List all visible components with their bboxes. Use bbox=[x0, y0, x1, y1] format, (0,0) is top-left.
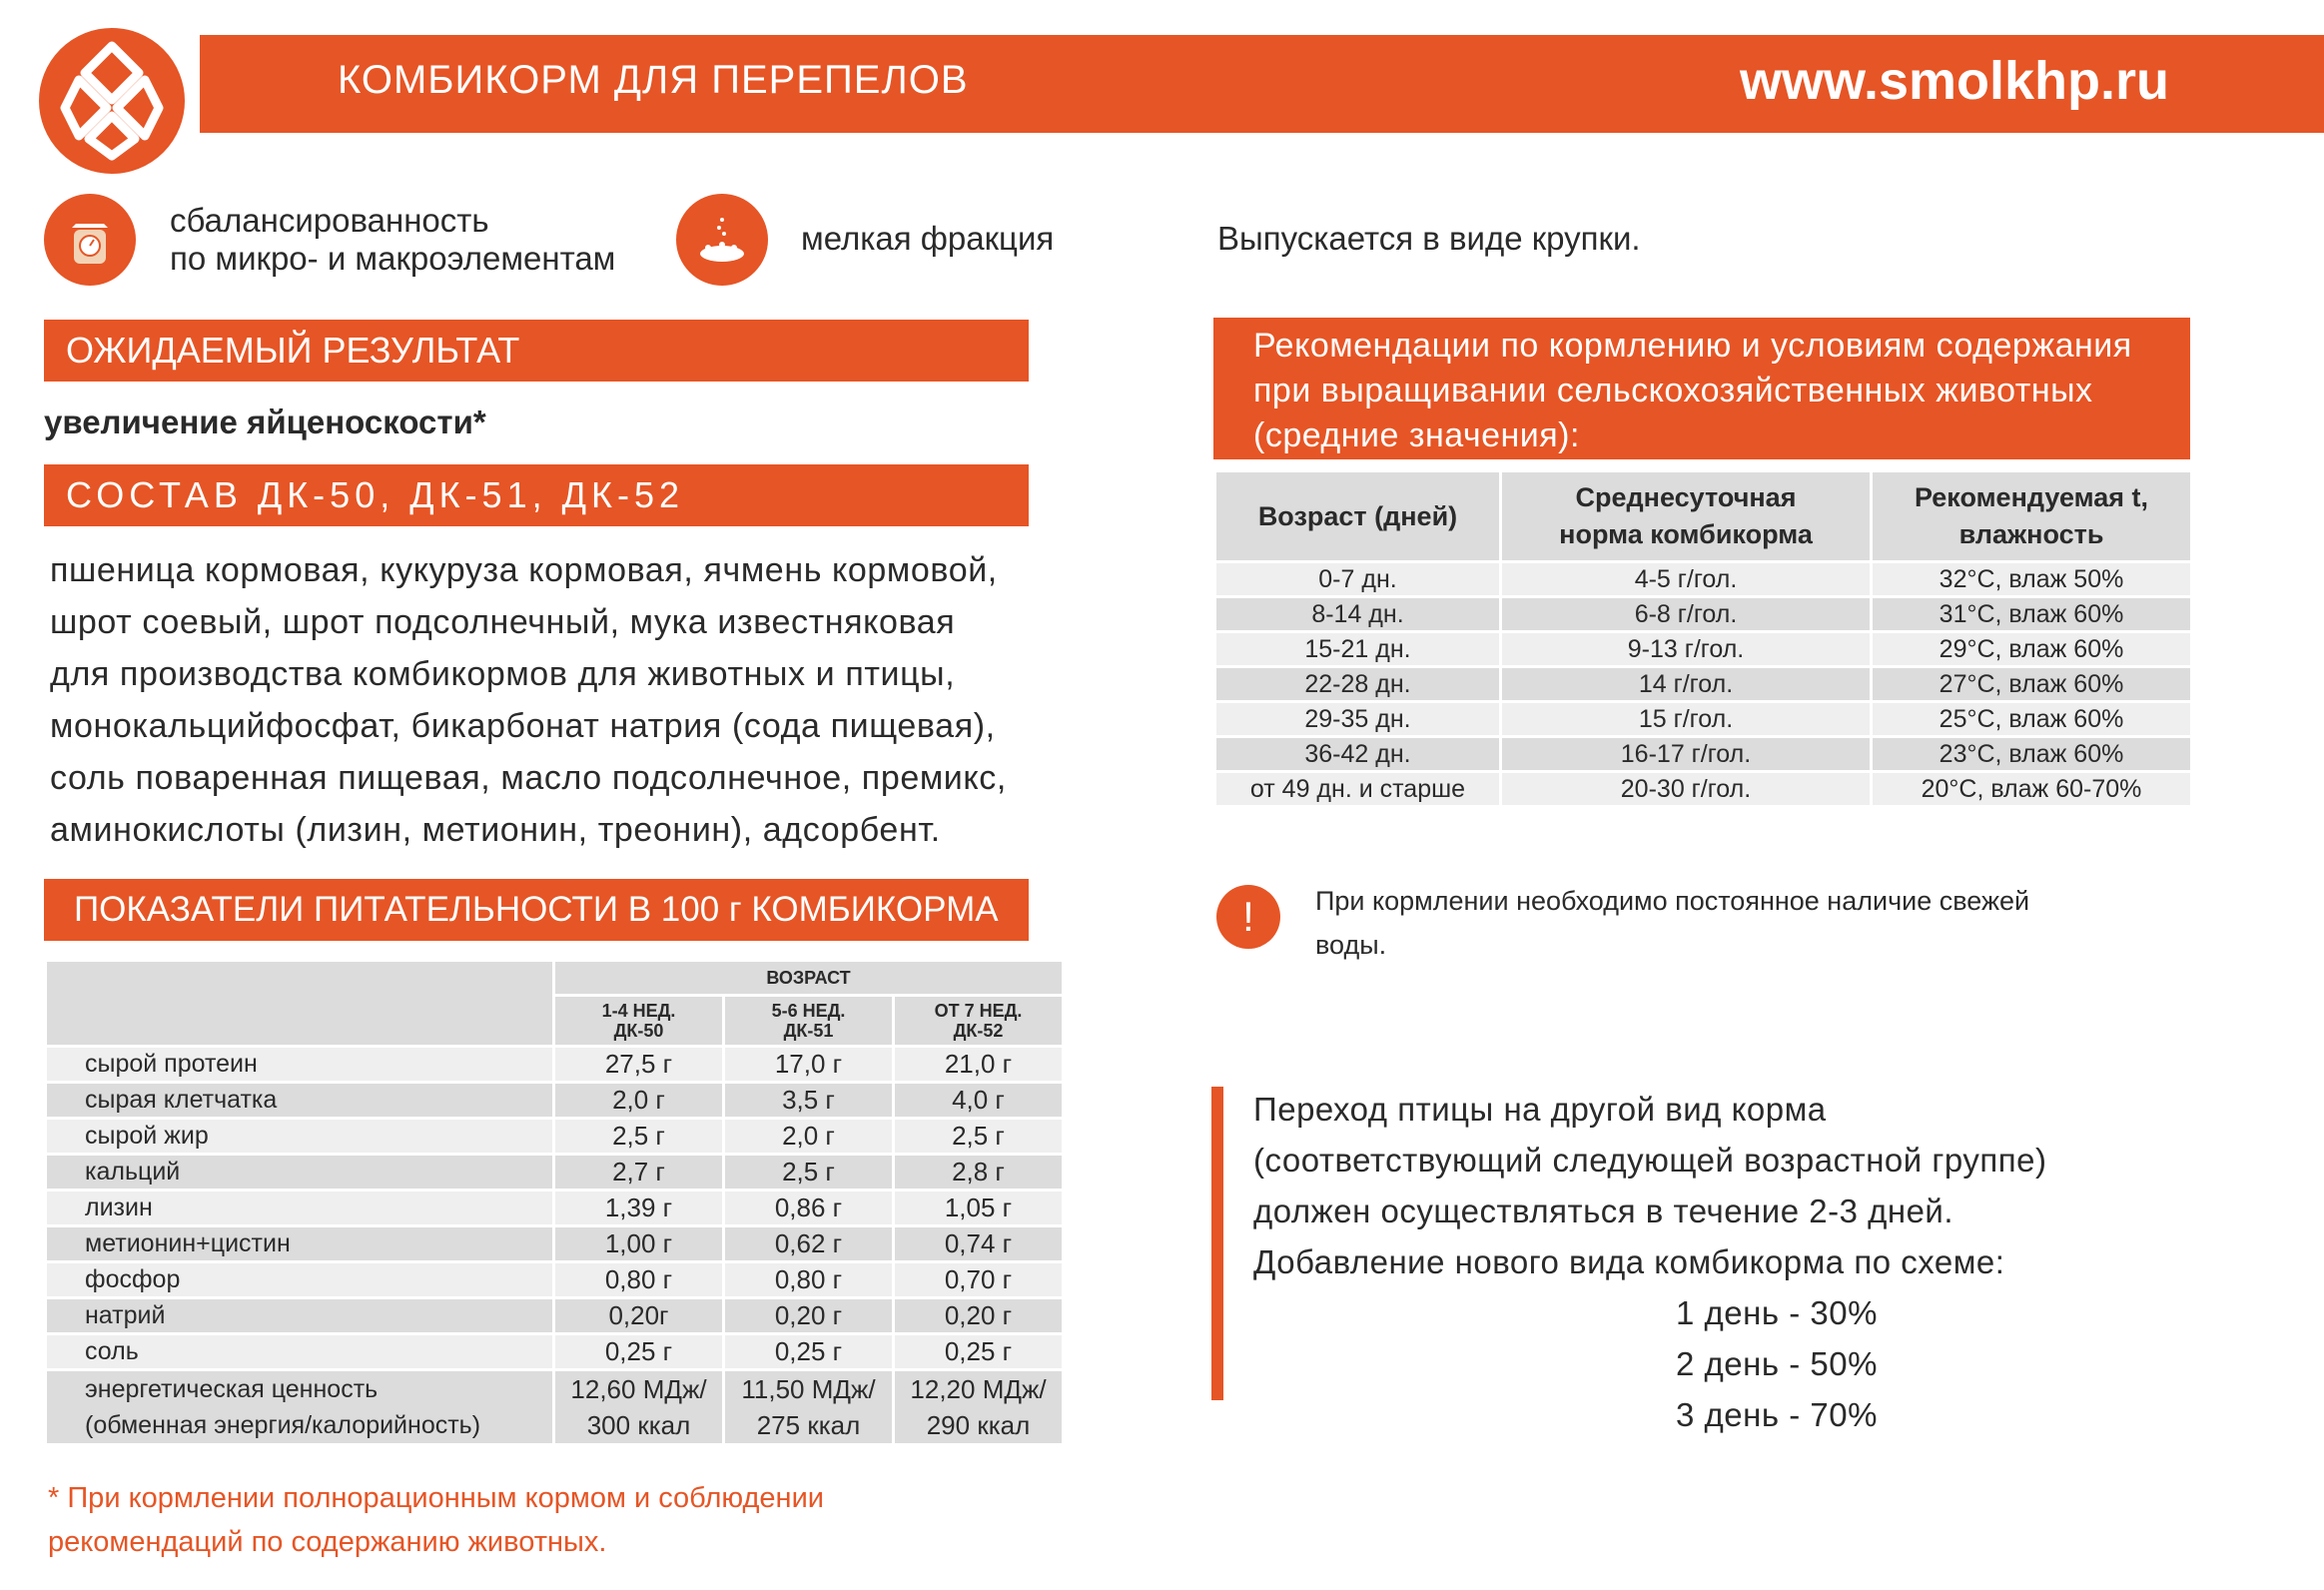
table-row bbox=[47, 1084, 1062, 1117]
table-row bbox=[47, 1120, 1062, 1153]
table-row bbox=[47, 1263, 1062, 1296]
row-label: фосфор bbox=[47, 1263, 552, 1296]
cell-value: 0,86 г bbox=[725, 1192, 892, 1224]
scale-icon bbox=[44, 194, 136, 286]
composition-line: соль поваренная пищевая, масло подсолнечное, премикс, bbox=[50, 759, 1007, 797]
row-label: сырой протеин bbox=[47, 1048, 552, 1081]
composition-heading: СОСТАВ ДК-50, ДК-51, ДК-52 bbox=[44, 464, 1029, 526]
table-row bbox=[47, 1192, 1062, 1224]
age-column-header: ОТ 7 НЕД. ДК-52 bbox=[895, 997, 1062, 1045]
cell-value: 0,80 г bbox=[725, 1263, 892, 1296]
table-row bbox=[47, 1048, 1062, 1081]
cell-value: 6-8 г/гол. bbox=[1502, 598, 1870, 630]
transition-line: Добавление нового вида комбикорма по схеме: bbox=[1253, 1243, 2005, 1280]
heading-line: Рекомендации по кормлению и условиям содержания bbox=[1253, 327, 2132, 365]
cell-value: 0,25 г bbox=[895, 1335, 1062, 1368]
cell-value: 27°С, влаж 60% bbox=[1873, 668, 2190, 700]
feature-fine-text: мелкая фракция bbox=[801, 220, 1055, 257]
cell-value: 12,20 МДж/ 290 ккал bbox=[895, 1371, 1062, 1443]
table-row bbox=[1216, 703, 2190, 735]
table-row bbox=[47, 1335, 1062, 1368]
composition-text bbox=[50, 544, 1049, 856]
cell-value: 14 г/гол. bbox=[1502, 668, 1870, 700]
recommendations-table bbox=[1213, 469, 2193, 808]
cell-value: 2,5 г bbox=[895, 1120, 1062, 1153]
table-row bbox=[47, 1299, 1062, 1332]
cell-value: 20-30 г/гол. bbox=[1502, 773, 1870, 805]
cell-value: 17,0 г bbox=[725, 1048, 892, 1081]
cell-value: 0,20 г bbox=[895, 1299, 1062, 1332]
cell-value: 21,0 г bbox=[895, 1048, 1062, 1081]
cell-value: 8-14 дн. bbox=[1216, 598, 1499, 630]
table-row bbox=[47, 1371, 1062, 1443]
column-header-age: Возраст (дней) bbox=[1216, 472, 1499, 560]
cell-value: 23°С, влаж 60% bbox=[1873, 738, 2190, 770]
cell-value: 32°С, влаж 50% bbox=[1873, 563, 2190, 595]
cell-value: 1,05 г bbox=[895, 1192, 1062, 1224]
cell-value: 0,74 г bbox=[895, 1227, 1062, 1260]
cell-value: 2,5 г bbox=[725, 1156, 892, 1189]
cell-value: 29°С, влаж 60% bbox=[1873, 633, 2190, 665]
nutrition-corner-cell bbox=[47, 962, 552, 1045]
row-label: натрий bbox=[47, 1299, 552, 1332]
cell-value: 2,7 г bbox=[555, 1156, 722, 1189]
cell-value: 12,60 МДж/ 300 ккал bbox=[555, 1371, 722, 1443]
table-row bbox=[1216, 738, 2190, 770]
cell-value: 20°С, влаж 60-70% bbox=[1873, 773, 2190, 805]
accent-bar bbox=[1211, 1087, 1223, 1400]
cell-value: 11,50 МДж/ 275 ккал bbox=[725, 1371, 892, 1443]
granules-icon bbox=[676, 194, 768, 286]
cell-value: 15-21 дн. bbox=[1216, 633, 1499, 665]
schedule-item: 3 день - 70% bbox=[1676, 1396, 1878, 1433]
cell-value: 0,70 г bbox=[895, 1263, 1062, 1296]
composition-line: аминокислоты (лизин, метионин, треонин), адсорбент. bbox=[50, 811, 941, 849]
website-link[interactable]: www.smolkhp.ru bbox=[1739, 51, 2169, 111]
row-label: лизин bbox=[47, 1192, 552, 1224]
warning-line: воды. bbox=[1315, 930, 1387, 960]
transition-text bbox=[1253, 1084, 2152, 1440]
row-label: сырая клетчатка bbox=[47, 1084, 552, 1117]
recommendations-heading bbox=[1213, 318, 2190, 459]
footnote bbox=[48, 1476, 824, 1564]
cell-value: от 49 дн. и старше bbox=[1216, 773, 1499, 805]
footnote-line: рекомендаций по содержанию животных. bbox=[48, 1526, 607, 1558]
cell-value: 36-42 дн. bbox=[1216, 738, 1499, 770]
transition-line: Переход птицы на другой вид корма bbox=[1253, 1091, 1827, 1128]
cell-value: 22-28 дн. bbox=[1216, 668, 1499, 700]
warning-line: При кормлении необходимо постоянное наличие свежей bbox=[1315, 886, 2030, 916]
cell-value: 9-13 г/гол. bbox=[1502, 633, 1870, 665]
age-column-header: 1-4 НЕД. ДК-50 bbox=[555, 997, 722, 1045]
feature-balance-line1: сбалансированность bbox=[170, 202, 489, 239]
row-label: кальций bbox=[47, 1156, 552, 1189]
age-column-header: 5-6 НЕД. ДК-51 bbox=[725, 997, 892, 1045]
cell-value: 0,25 г bbox=[725, 1335, 892, 1368]
cell-value: 4-5 г/гол. bbox=[1502, 563, 1870, 595]
cell-value: 27,5 г bbox=[555, 1048, 722, 1081]
column-header-temp: Рекомендуемая t, влажность bbox=[1873, 472, 2190, 560]
table-row bbox=[47, 1156, 1062, 1189]
cell-value: 29-35 дн. bbox=[1216, 703, 1499, 735]
feature-balance-line2: по микро- и макроэлементам bbox=[170, 240, 616, 277]
cell-value: 0,25 г bbox=[555, 1335, 722, 1368]
transition-line: (соответствующий следующей возрастной группе) bbox=[1253, 1142, 2047, 1179]
footnote-line: * При кормлении полнорационным кормом и соблюдении bbox=[48, 1482, 824, 1514]
cell-value: 2,0 г bbox=[725, 1120, 892, 1153]
cell-value: 2,0 г bbox=[555, 1084, 722, 1117]
cell-value: 2,5 г bbox=[555, 1120, 722, 1153]
table-row bbox=[1216, 563, 2190, 595]
cell-value: 3,5 г bbox=[725, 1084, 892, 1117]
age-header: ВОЗРАСТ bbox=[555, 962, 1062, 994]
cell-value: 15 г/гол. bbox=[1502, 703, 1870, 735]
page-title: КОМБИКОРМ ДЛЯ ПЕРЕПЕЛОВ bbox=[338, 58, 969, 102]
cell-value: 0,80 г bbox=[555, 1263, 722, 1296]
cell-value: 1,00 г bbox=[555, 1227, 722, 1260]
warning-text bbox=[1315, 879, 2174, 967]
exclamation-icon: ! bbox=[1216, 885, 1280, 949]
cell-value: 16-17 г/гол. bbox=[1502, 738, 1870, 770]
cell-value: 25°С, влаж 60% bbox=[1873, 703, 2190, 735]
heading-line: при выращивании сельскохозяйственных животных bbox=[1253, 372, 2093, 409]
cell-value: 4,0 г bbox=[895, 1084, 1062, 1117]
cell-value: 0,20г bbox=[555, 1299, 722, 1332]
expected-result-text: увеличение яйценоскости* bbox=[44, 403, 486, 440]
nutrition-heading: ПОКАЗАТЕЛИ ПИТАТЕЛЬНОСТИ В 100 г КОМБИКОРМА bbox=[44, 879, 1029, 941]
cell-value: 1,39 г bbox=[555, 1192, 722, 1224]
transition-line: должен осуществляться в течение 2-3 дней. bbox=[1253, 1192, 1954, 1229]
composition-line: пшеница кормовая, кукуруза кормовая, ячмень кормовой, bbox=[50, 551, 998, 589]
column-header-norm: Среднесуточная норма комбикорма bbox=[1502, 472, 1870, 560]
cell-value: 0,62 г bbox=[725, 1227, 892, 1260]
cell-value: 31°С, влаж 60% bbox=[1873, 598, 2190, 630]
table-row bbox=[47, 1227, 1062, 1260]
table-row bbox=[1216, 633, 2190, 665]
heading-line: (средние значения): bbox=[1253, 416, 1580, 454]
table-row bbox=[1216, 773, 2190, 805]
cell-value: 2,8 г bbox=[895, 1156, 1062, 1189]
release-text: Выпускается в виде крупки. bbox=[1217, 220, 1641, 257]
composition-line: шрот соевый, шрот подсолнечный, мука известняковая bbox=[50, 603, 956, 641]
feature-balance-text bbox=[170, 202, 615, 278]
row-label: энергетическая ценность (обменная энергия/калорийность) bbox=[47, 1371, 552, 1443]
row-label: соль bbox=[47, 1335, 552, 1368]
leaf-logo-icon bbox=[33, 22, 191, 180]
expected-result-heading: ОЖИДАЕМЫЙ РЕЗУЛЬТАТ bbox=[44, 320, 1029, 382]
schedule-item: 1 день - 30% bbox=[1676, 1294, 1878, 1331]
cell-value: 0-7 дн. bbox=[1216, 563, 1499, 595]
composition-line: для производства комбикормов для животных и птицы, bbox=[50, 655, 956, 693]
cell-value: 0,20 г bbox=[725, 1299, 892, 1332]
nutrition-table bbox=[44, 959, 1065, 1446]
schedule-item: 2 день - 50% bbox=[1676, 1345, 1878, 1382]
row-label: метионин+цистин bbox=[47, 1227, 552, 1260]
row-label: сырой жир bbox=[47, 1120, 552, 1153]
table-row bbox=[1216, 598, 2190, 630]
table-row bbox=[1216, 668, 2190, 700]
composition-line: монокальцийфосфат, бикарбонат натрия (сода пищевая), bbox=[50, 707, 996, 745]
